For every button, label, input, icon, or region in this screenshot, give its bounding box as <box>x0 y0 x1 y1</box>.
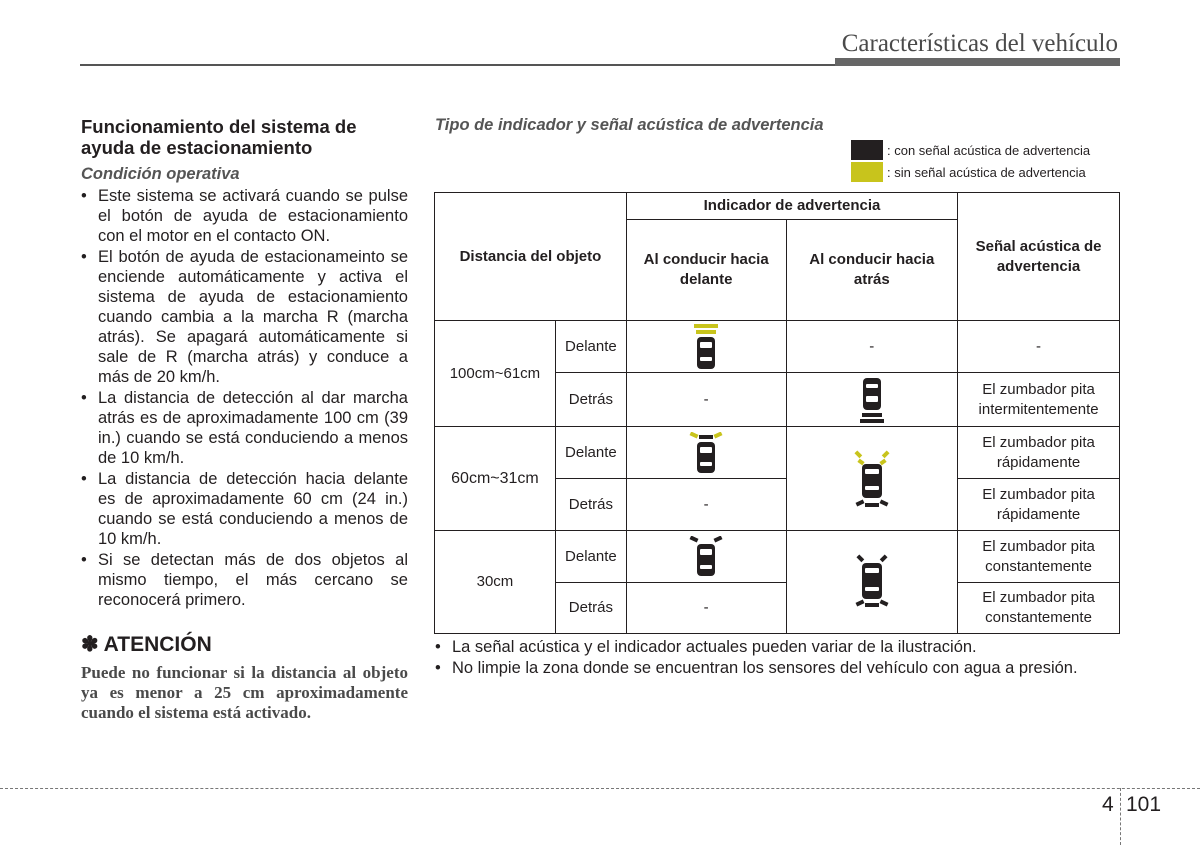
header-indicator: Indicador de advertencia <box>626 193 957 220</box>
direction-front: Delante <box>555 531 626 583</box>
reverse-indicator-cell <box>786 531 958 634</box>
warning-title: ✽ ATENCIÓN <box>81 633 212 656</box>
subsection-title: Condición operativa <box>81 165 240 183</box>
reverse-indicator-cell <box>786 373 958 427</box>
legend-swatch-yellow <box>851 162 883 182</box>
chapter-number: 4 <box>1102 793 1114 816</box>
list-item: • La señal acústica y el indicador actuales pueden variar de la ilustración. <box>435 638 977 656</box>
sound-cell: - <box>958 321 1120 373</box>
sound-cell: El zumbador pita rápidamente <box>958 427 1120 479</box>
list-item: • Si se detectan más de dos objetos al mismo tiempo, el más cercano se reconocerá primero. <box>81 551 408 609</box>
forward-indicator-cell: - <box>626 583 786 634</box>
sound-cell: El zumbador pita constantemente <box>958 583 1120 634</box>
direction-rear: Detrás <box>555 583 626 634</box>
notes-list <box>435 637 1120 679</box>
page-number: 101 <box>1126 793 1162 816</box>
car-front-yellow-icon <box>686 323 726 371</box>
section-title: Funcionamiento del sistema de ayuda de estacionamiento <box>81 116 357 158</box>
forward-indicator-cell <box>626 321 786 373</box>
list-item: • La distancia de detección al dar marcha atrás es de aproximadamente 100 cm (39 in.) cuando se está conduciendo a menos de 10 km/h. <box>81 389 408 467</box>
header-reverse: Al conducir hacia atrás <box>786 220 958 321</box>
sound-cell: El zumbador pita constantemente <box>958 531 1120 583</box>
legend-swatch-dark <box>851 140 883 160</box>
table-title: Tipo de indicador y señal acústica de advertencia <box>435 116 824 134</box>
footer-vertical-divider <box>1120 788 1121 845</box>
header-distance: Distancia del objeto <box>435 193 627 321</box>
indicator-table <box>434 192 1120 634</box>
sound-cell: El zumbador pita rápidamente <box>958 479 1120 531</box>
list-item: • El botón de ayuda de estacionameinto se enciende automáticamente y activa el sistema de ayuda de estacionamiento cuando cambia a la marcha R (marcha atrás). Se apagará automáticamente si sale de R (marcha atrás) y conduce a más de 20 km/h. <box>81 248 408 386</box>
car-sides-sensor-icon <box>850 448 894 510</box>
car-front-dark-icon <box>686 536 726 578</box>
list-item: • No limpie la zona donde se encuentran los sensores del vehículo con agua a presión. <box>435 659 1078 677</box>
car-front-corner-icon <box>686 432 726 474</box>
legend-item-without-sound: : sin señal acústica de advertencia <box>851 162 1086 182</box>
header-sound: Señal acústica de advertencia <box>958 193 1120 321</box>
header-rule <box>80 64 835 66</box>
left-column <box>81 116 408 723</box>
car-rear-dark-icon <box>852 376 892 424</box>
range-100-61: 100cm~61cm <box>435 321 556 427</box>
direction-rear: Detrás <box>555 479 626 531</box>
car-all-sensors-icon <box>850 554 894 610</box>
list-item: • La distancia de detección hacia delante es de aproximadamente 60 cm (24 in.) cuando se está conduciendo a menos de 10 km/h. <box>81 470 408 548</box>
forward-indicator-cell: - <box>626 373 786 427</box>
direction-rear: Detrás <box>555 373 626 427</box>
reverse-indicator-cell: - <box>786 321 958 373</box>
reverse-indicator-cell <box>786 427 958 531</box>
page-header-title: Características del vehículo <box>841 30 1118 57</box>
direction-front: Delante <box>555 321 626 373</box>
range-60-31: 60cm~31cm <box>435 427 556 531</box>
range-30: 30cm <box>435 531 556 634</box>
footer-divider <box>0 788 1200 789</box>
legend-item-with-sound: : con señal acústica de advertencia <box>851 140 1090 160</box>
sound-cell: El zumbador pita intermitentemente <box>958 373 1120 427</box>
forward-indicator-cell: - <box>626 479 786 531</box>
forward-indicator-cell <box>626 531 786 583</box>
condition-list <box>81 186 408 610</box>
header-accent-bar <box>835 58 1120 66</box>
list-item: • Este sistema se activará cuando se pulse el botón de ayuda de estacionamiento con el motor en el contacto ON. <box>81 187 408 245</box>
direction-front: Delante <box>555 427 626 479</box>
warning-text: Puede no funcionar si la distancia al objeto ya es menor a 25 cm aproximadamente cuando el sistema está activado. <box>81 663 408 722</box>
header-forward: Al conducir hacia delante <box>626 220 786 321</box>
forward-indicator-cell <box>626 427 786 479</box>
